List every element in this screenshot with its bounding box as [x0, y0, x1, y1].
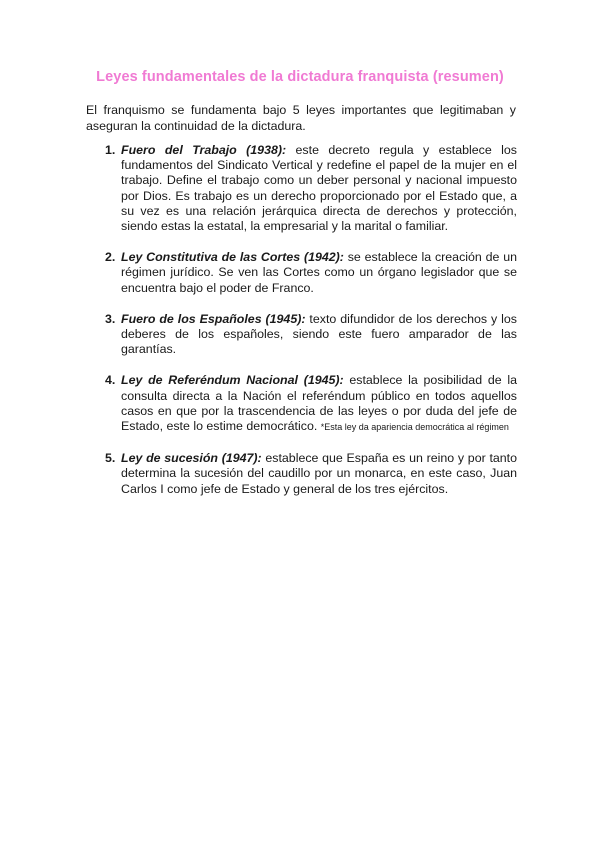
law-description: este decreto regula y establece los fundamentos del Sindicato Vertical y redefine el papel de la mujer en el trabajo. Define el trabajo como un deber personal y nacional impuesto por Dios. Es trabajo es un derecho proporcionado por el Estado que, a su vez es una relación jerárquica directa de derechos y protección, siendo estas la estatal, la empresarial y la marital o familiar.: [121, 143, 517, 234]
item-number: 1.: [105, 143, 116, 157]
law-name: Fuero de los Españoles (1945):: [121, 311, 306, 326]
list-item: [105, 143, 517, 234]
list-item: [105, 451, 517, 497]
intro-paragraph: El franquismo se fundamenta bajo 5 leyes importantes que legitimaban y aseguran la continuidad de la dictadura.: [86, 103, 516, 133]
law-name: Ley de Referéndum Nacional (1945):: [121, 373, 344, 388]
law-description: texto difundidor de los derechos y los deberes de los españoles, siendo este fuero amparador de las garantías.: [121, 311, 517, 357]
item-number: 2.: [105, 250, 116, 265]
item-number: 5.: [105, 451, 116, 466]
item-number: 4.: [105, 373, 116, 388]
list-item: [105, 250, 517, 296]
law-name: Ley Constitutiva de las Cortes (1942):: [121, 250, 344, 265]
list-item: [105, 312, 517, 358]
item-number: 3.: [105, 311, 116, 326]
laws-list: [105, 143, 517, 513]
list-item: [105, 373, 517, 435]
law-name: Ley de sucesión (1947):: [121, 451, 262, 466]
law-name: Fuero del Trabajo (1938):: [121, 143, 287, 157]
law-description: establece la posibilidad de la consulta directa a la Nación el referéndum público en todos aquellos casos en que por la trascendencia de las leyes o por duda del jefe de Estado, este lo estime democrático.: [121, 373, 517, 434]
law-description: establece que España es un reino y por tanto determina la sucesión del caudillo por un monarca, en este caso, Juan Carlos I como jefe de Estado y general de los tres ejércitos.: [121, 451, 518, 496]
law-footnote: *Esta ley da apariencia democrática al régimen: [320, 422, 509, 433]
law-description: se establece la creación de un régimen jurídico. Se ven las Cortes como un órgano legislador que se encuentra bajo el poder de Franco.: [121, 250, 518, 295]
page-title: Leyes fundamentales de la dictadura franquista (resumen): [96, 69, 504, 85]
